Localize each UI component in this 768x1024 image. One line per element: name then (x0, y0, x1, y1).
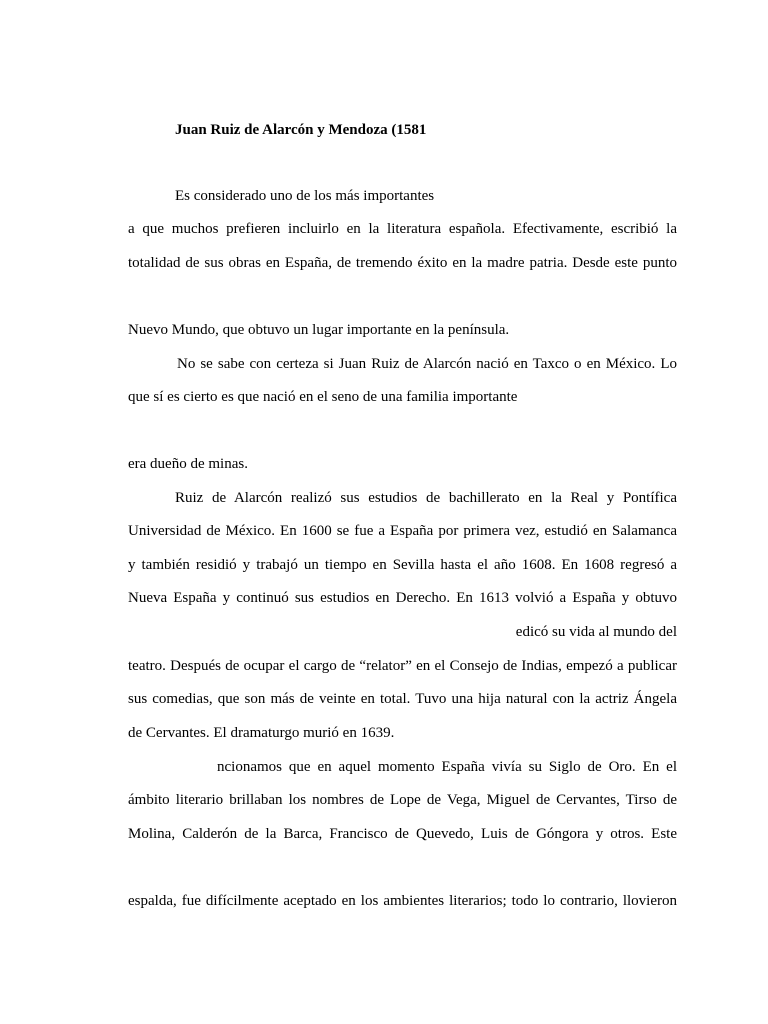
text-line: era dueño de minas. (128, 456, 248, 472)
text-line: No se sabe con certeza si Juan Ruiz de Alarcón nació en Taxco o en México. Lo (177, 356, 677, 372)
text-line: Es considerado uno de los más importantes (175, 188, 435, 204)
text-line: Universidad de México. En 1600 se fue a España por primera vez, estudió en Salamanca (128, 523, 677, 539)
text-line: Nueva España y continuó sus estudios en Derecho. En 1613 volvió a España y obtuvo (128, 590, 677, 606)
text-line: de Cervantes. El dramaturgo murió en 1639. (128, 725, 395, 741)
text-line: ámbito literario brillaban los nombres de Lope de Vega, Miguel de Cervantes, Tirso de (128, 792, 677, 808)
text-line: Ruiz de Alarcón realizó sus estudios de bachillerato en la Real y Pontífica (175, 490, 677, 506)
text-line: Nuevo Mundo, que obtuvo un lugar importante en la península. (128, 322, 510, 338)
text-line: ncionamos que en aquel momento España vivía su Siglo de Oro. En el (217, 759, 677, 775)
text-line: a que muchos prefieren incluirlo en la literatura española. Efectivamente, escribió la (128, 221, 677, 237)
text-line: y también residió y trabajó un tiempo en Sevilla hasta el año 1608. En 1608 regresó a (128, 557, 677, 573)
document-title: Juan Ruiz de Alarcón y Mendoza (1581 (175, 122, 427, 138)
text-line: sus comedias, que son más de veinte en total. Tuvo una hija natural con la actriz Ángela (128, 691, 677, 707)
text-line: Molina, Calderón de la Barca, Francisco de Quevedo, Luis de Góngora y otros. Este (128, 826, 677, 842)
text-line: espalda, fue difícilmente aceptado en los ambientes literarios; todo lo contrario, llovieron (128, 893, 677, 909)
text-line: totalidad de sus obras en España, de tremendo éxito en la madre patria. Desde este punto (128, 255, 677, 271)
text-line: edicó su vida al mundo del (515, 624, 677, 640)
text-line: que sí es cierto es que nació en el seno de una familia importante (128, 389, 518, 405)
text-line: teatro. Después de ocupar el cargo de “relator” en el Consejo de Indias, empezó a publicar (128, 658, 677, 674)
